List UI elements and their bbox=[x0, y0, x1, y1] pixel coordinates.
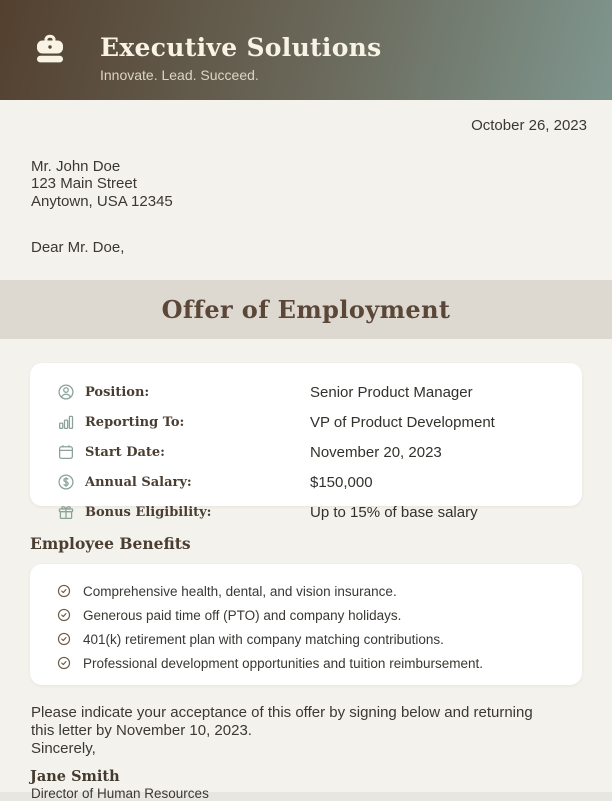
detail-label: Annual Salary: bbox=[85, 474, 192, 490]
detail-row-position bbox=[30, 377, 582, 407]
detail-row-annual-salary bbox=[30, 467, 582, 497]
recipient-street: 123 Main Street bbox=[31, 175, 137, 193]
detail-label: Position: bbox=[85, 384, 150, 400]
company-name: Executive Solutions bbox=[100, 33, 382, 62]
letterhead bbox=[0, 0, 612, 100]
detail-value: VP of Product Development bbox=[310, 413, 495, 431]
recipient-city: Anytown, USA 12345 bbox=[31, 192, 173, 210]
offer-banner bbox=[0, 280, 612, 339]
detail-label: Bonus Eligibility: bbox=[85, 504, 212, 520]
detail-value: Senior Product Manager bbox=[310, 383, 473, 401]
calendar-icon bbox=[57, 443, 75, 461]
benefit-text: Generous paid time off (PTO) and company holidays. bbox=[83, 607, 402, 623]
benefit-text: Professional development opportunities and tuition reimbursement. bbox=[83, 655, 483, 671]
benefits-card bbox=[30, 564, 582, 685]
recipient-name: Mr. John Doe bbox=[31, 158, 121, 175]
closing-paragraph bbox=[31, 704, 591, 758]
dollar-circle-icon bbox=[57, 473, 75, 491]
gift-icon bbox=[57, 503, 75, 521]
benefit-item bbox=[30, 603, 582, 627]
detail-row-start-date bbox=[30, 437, 582, 467]
benefit-item bbox=[30, 627, 582, 651]
offer-details-rows bbox=[30, 377, 582, 527]
check-circle-icon bbox=[57, 584, 71, 598]
company-tagline: Innovate. Lead. Succeed. bbox=[100, 67, 259, 83]
bar-chart-icon bbox=[57, 413, 75, 431]
salutation: Dear Mr. Doe, bbox=[31, 239, 125, 256]
closing-line: Please indicate your acceptance of this offer by signing below and returning bbox=[31, 704, 533, 721]
benefit-item bbox=[30, 579, 582, 603]
detail-label: Reporting To: bbox=[85, 414, 185, 430]
recipient-address bbox=[31, 158, 173, 210]
detail-row-bonus-eligibility bbox=[30, 497, 582, 527]
closing-line: this letter by November 10, 2023. bbox=[31, 721, 252, 739]
benefit-text: 401(k) retirement plan with company matching contributions. bbox=[83, 631, 444, 647]
banner-title: Offer of Employment bbox=[161, 295, 451, 324]
detail-value: November 20, 2023 bbox=[310, 443, 442, 461]
benefit-text: Comprehensive health, dental, and vision insurance. bbox=[83, 583, 397, 599]
check-circle-icon bbox=[57, 656, 71, 670]
detail-label: Start Date: bbox=[85, 444, 165, 460]
detail-row-reporting-to bbox=[30, 407, 582, 437]
check-circle-icon bbox=[57, 632, 71, 646]
detail-value: $150,000 bbox=[310, 473, 373, 491]
signature-name: Jane Smith bbox=[30, 768, 120, 785]
user-circle-icon bbox=[57, 383, 75, 401]
briefcase-icon bbox=[33, 32, 67, 66]
detail-value: Up to 15% of base salary bbox=[310, 503, 478, 521]
signoff: Sincerely, bbox=[31, 740, 96, 757]
signature-title: Director of Human Resources bbox=[31, 786, 209, 801]
benefits-heading: Employee Benefits bbox=[30, 534, 191, 553]
letter-date: October 26, 2023 bbox=[471, 117, 587, 134]
benefit-item bbox=[30, 651, 582, 675]
check-circle-icon bbox=[57, 608, 71, 622]
